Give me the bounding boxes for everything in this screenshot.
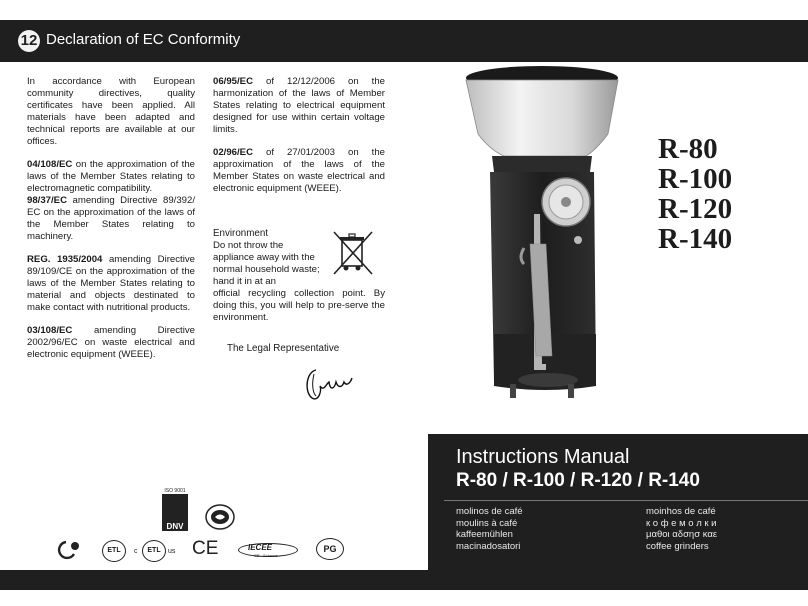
manual-title: Instructions Manual — [456, 446, 630, 468]
coffee-grinder-image — [446, 64, 630, 430]
directive-paragraph: REG. 1935/2004 amending Directive 89/109/CE on the approximation of the laws of the Member States relating to material and objects destinated to make contact with nutritional products. — [27, 254, 195, 313]
language-item: μαθοι αδσησ καε — [646, 529, 718, 540]
pct-mark-logo: PG — [316, 538, 344, 560]
food-safety-seal-icon — [205, 504, 235, 530]
iecee-logo: IECEE CB - Scheme — [238, 541, 296, 559]
page-number: 12 — [18, 30, 40, 52]
language-item: к о ф е м о л к и — [646, 517, 717, 529]
page-title: Declaration of EC Conformity — [46, 31, 241, 48]
etl-logo: ETL — [102, 540, 126, 562]
weee-bin-icon — [332, 230, 374, 276]
directive-paragraph: 04/108/EC on the approximation of the laws of the Member States relating to electromagnetic compatibility. — [27, 159, 195, 194]
model-name: R-140 — [658, 223, 733, 255]
model-name: R-120 — [658, 193, 733, 225]
manual-title-panel — [428, 434, 808, 570]
languages-right — [646, 506, 717, 552]
language-item: macinadosatori — [456, 540, 521, 552]
left-text-column — [27, 76, 195, 372]
languages-left — [456, 506, 523, 552]
environment-text-a: Do not throw the appliance away with the normal household waste; hand it in at an — [213, 240, 320, 287]
iso-dnv-logo: ISO 9001 DNV — [162, 488, 188, 536]
language-item: moinhos de café — [646, 506, 716, 517]
ce-mark-logo: CE — [192, 538, 219, 559]
directive-paragraph: 03/108/EC amending Directive 2002/96/EC on waste electrical and electronic equipment (WEEE). — [27, 325, 195, 360]
environment-title: Environment — [213, 228, 268, 239]
signature-image — [302, 362, 358, 408]
c-etl-us-logo: c ETL us — [134, 540, 180, 562]
manual-subtitle: R-80 / R-100 / R-120 / R-140 — [456, 470, 700, 491]
gs-mark-icon — [56, 538, 82, 560]
language-item: moulins à café — [456, 517, 518, 529]
model-list — [658, 134, 732, 254]
model-name: R-100 — [658, 163, 733, 195]
footer-bar — [0, 570, 808, 590]
directive-paragraph: 02/96/EC of 27/01/2003 on the approximation of the laws of the Member States on waste electrical and electronic equipment (WEEE). — [213, 147, 385, 194]
intro-paragraph: In accordance with European community directives, quality certificates have been applied. All materials have been adapted and technical reports are available at our offices. — [27, 76, 195, 147]
environment-text-b: official recycling collection point. By doing this, you will help to pre-serve the environment. — [213, 288, 385, 323]
language-item: coffee grinders — [646, 540, 709, 552]
language-item: molinos de café — [456, 506, 523, 517]
divider — [444, 500, 808, 501]
model-name: R-80 — [658, 133, 718, 165]
language-item: kaffeemühlen — [456, 529, 513, 540]
header-bar — [0, 20, 808, 62]
directive-paragraph: 06/95/EC of 12/12/2006 on the harmonization of the laws of Member States relating to electrical equipment designed for use within certain voltage limits. — [213, 76, 385, 135]
legal-representative-label: The Legal Representative — [227, 343, 340, 354]
right-text-column — [213, 76, 385, 206]
directive-paragraph: 98/37/EC amending Directive 89/392/ EC on the approximation of the laws of the Member States relating to machinery. — [27, 195, 195, 242]
